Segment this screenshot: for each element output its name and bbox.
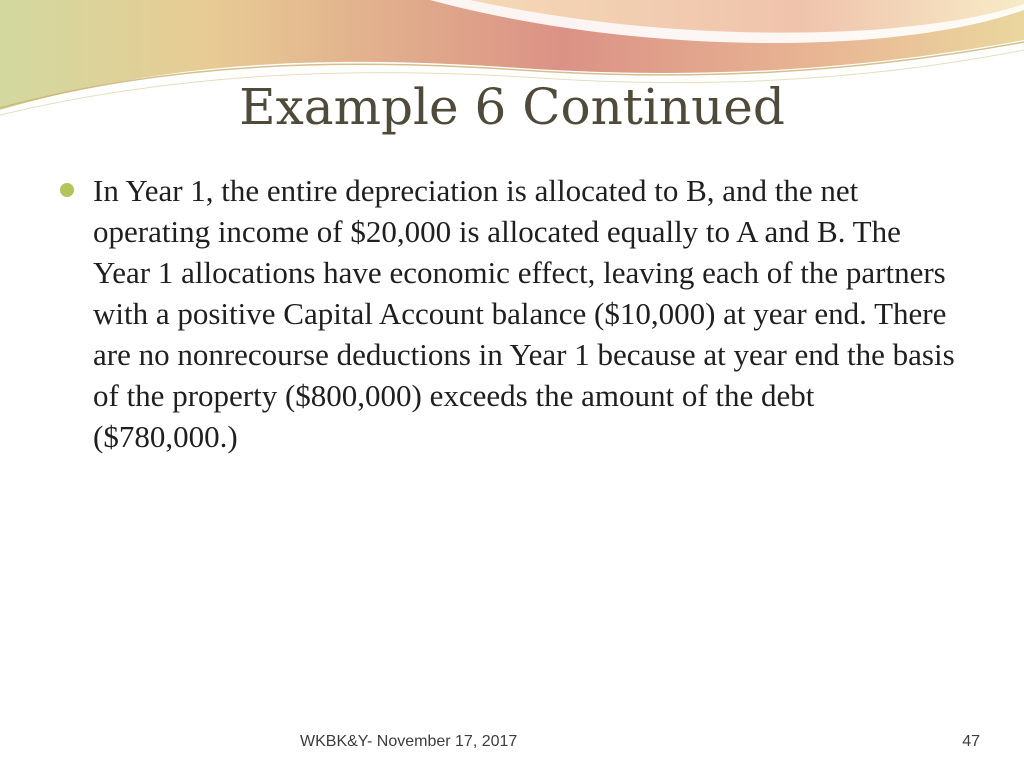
slide-number: 47 <box>962 733 980 750</box>
bullet-list <box>60 170 960 457</box>
slide-title: Example 6 Continued <box>239 78 785 136</box>
footer-text: WKBK&Y- November 17, 2017 <box>300 733 518 750</box>
bullet-dot-icon <box>60 183 74 197</box>
bullet-item <box>60 170 960 457</box>
bullet-text: In Year 1, the entire depreciation is allocated to B, and the net operating income of $20,000 is allocated equally to A and B. The Year 1 allocations have economic effect, leaving each of the partners with a positive Capital Account balance ($10,000) at year end. There are no nonrecourse deductions in Year 1 because at year end the basis of the property ($800,000) exceeds the amount of the debt ($780,000.) <box>93 173 955 454</box>
